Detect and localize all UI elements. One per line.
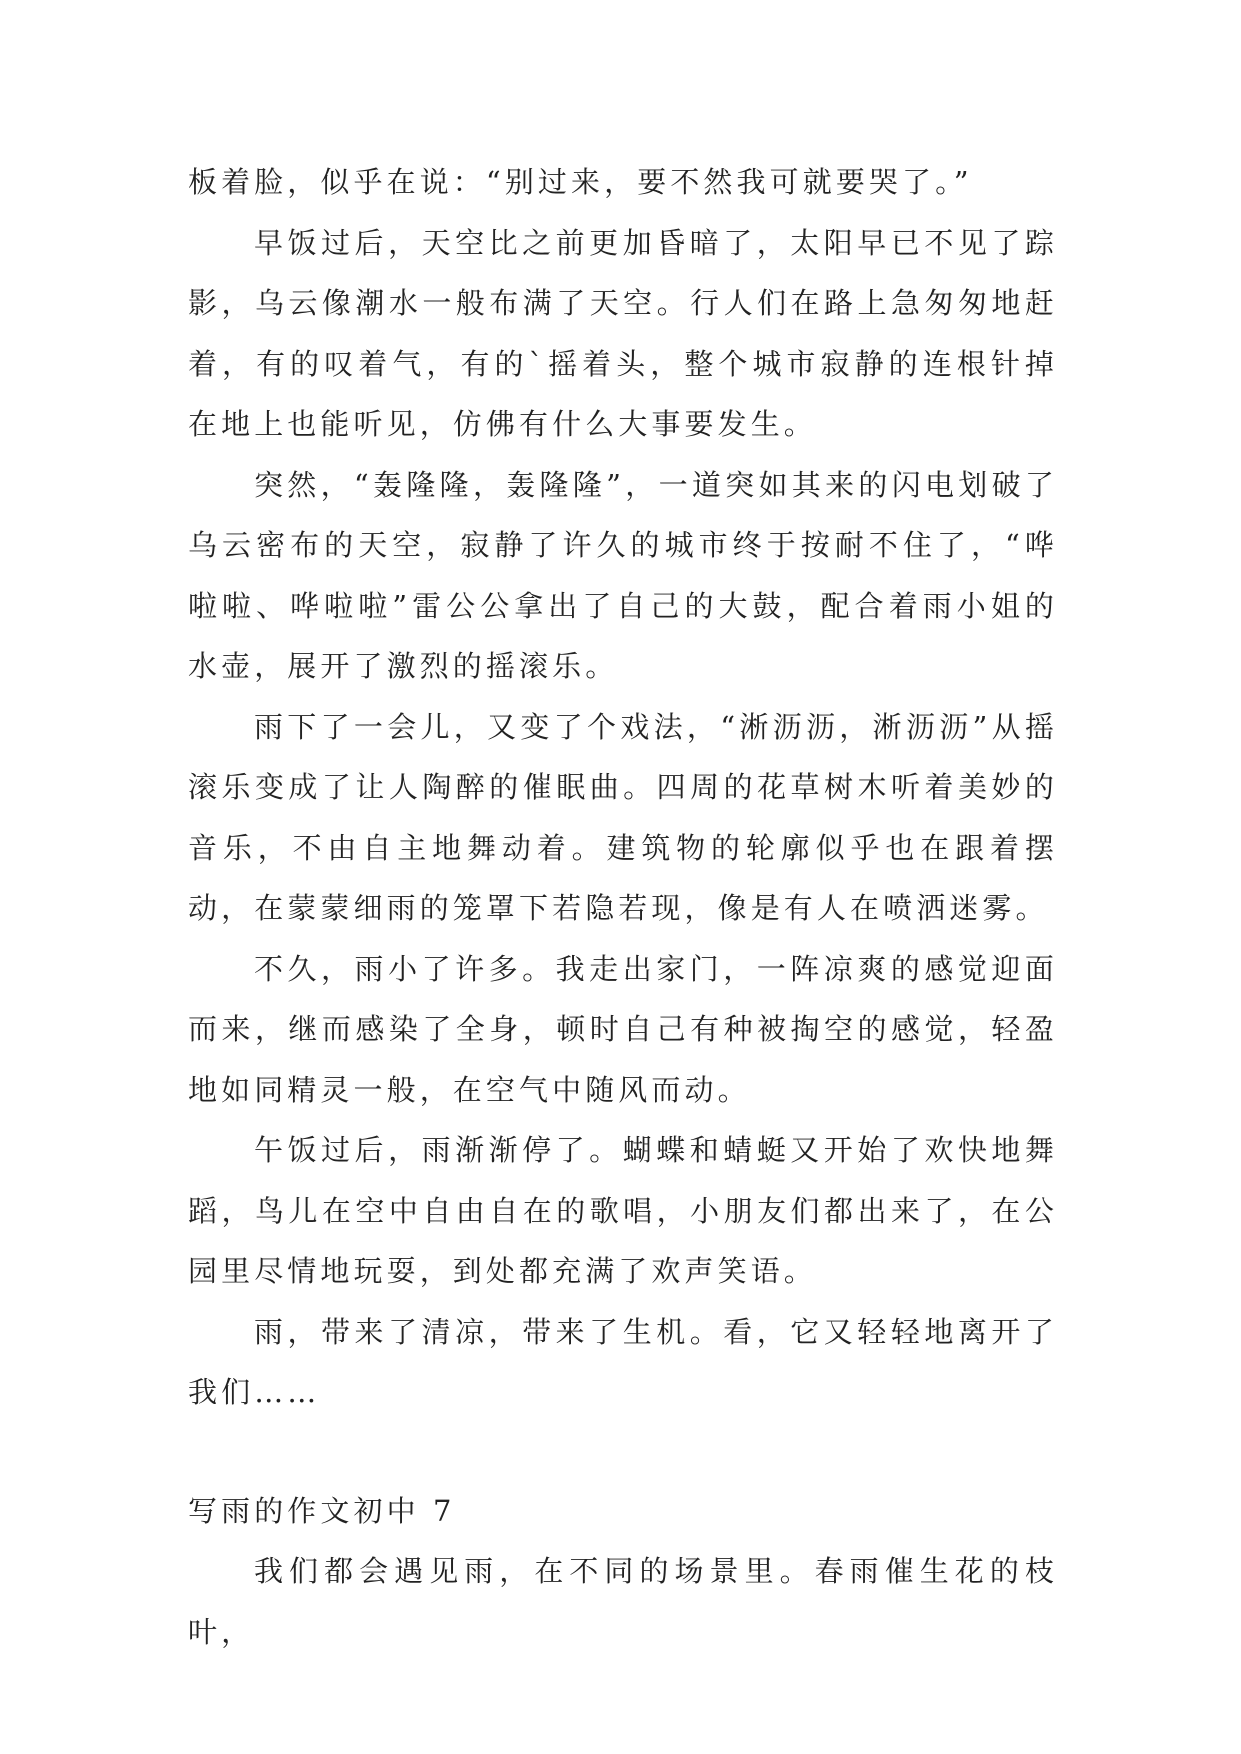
document-body [188,152,1058,1662]
paragraph: 雨下了一会儿，又变了个戏法，“淅沥沥，淅沥沥”从摇滚乐变成了让人陶醉的催眠曲。四周的花草树木听着美妙的音乐，不由自主地舞动着。建筑物的轮廓似乎也在跟着摆动，在蒙蒙细雨的笼罩下若隐若现，像是有人在喷洒迷雾。 [188,709,1058,925]
paragraph: 突然，“轰隆隆，轰隆隆”，一道突如其来的闪电划破了乌云密布的天空，寂静了许久的城市终于按耐不住了，“哗啦啦、哗啦啦”雷公公拿出了自己的大鼓，配合着雨小姐的水壶，展开了激烈的摇滚乐。 [188,467,1058,683]
paragraph: 早饭过后，天空比之前更加昏暗了，太阳早已不见了踪影，乌云像潮水一般布满了天空。行人们在路上急匆匆地赶着，有的叹着气，有的`摇着头，整个城市寂静的连根针掉在地上也能听见，仿佛有什么大事要发生。 [188,225,1058,441]
paragraph-continued: 板着脸，似乎在说：“别过来，要不然我可就要哭了。” [188,165,973,199]
paragraph: 雨，带来了清凉，带来了生机。看，它又轻轻地离开了我们…… [188,1314,1058,1409]
paragraph: 午饭过后，雨渐渐停了。蝴蝶和蜻蜓又开始了欢快地舞蹈，鸟儿在空中自由自在的歌唱，小朋友们都出来了，在公园里尽情地玩耍，到处都充满了欢声笑语。 [188,1133,1058,1288]
paragraph: 不久，雨小了许多。我走出家门，一阵凉爽的感觉迎面而来，继而感染了全身，顿时自己有种被掏空的感觉，轻盈地如同精灵一般，在空气中随风而动。 [188,951,1058,1107]
section-title: 写雨的作文初中 7 [188,1493,456,1528]
paragraph: 我们都会遇见雨，在不同的场景里。春雨催生花的枝叶， [188,1554,1058,1649]
